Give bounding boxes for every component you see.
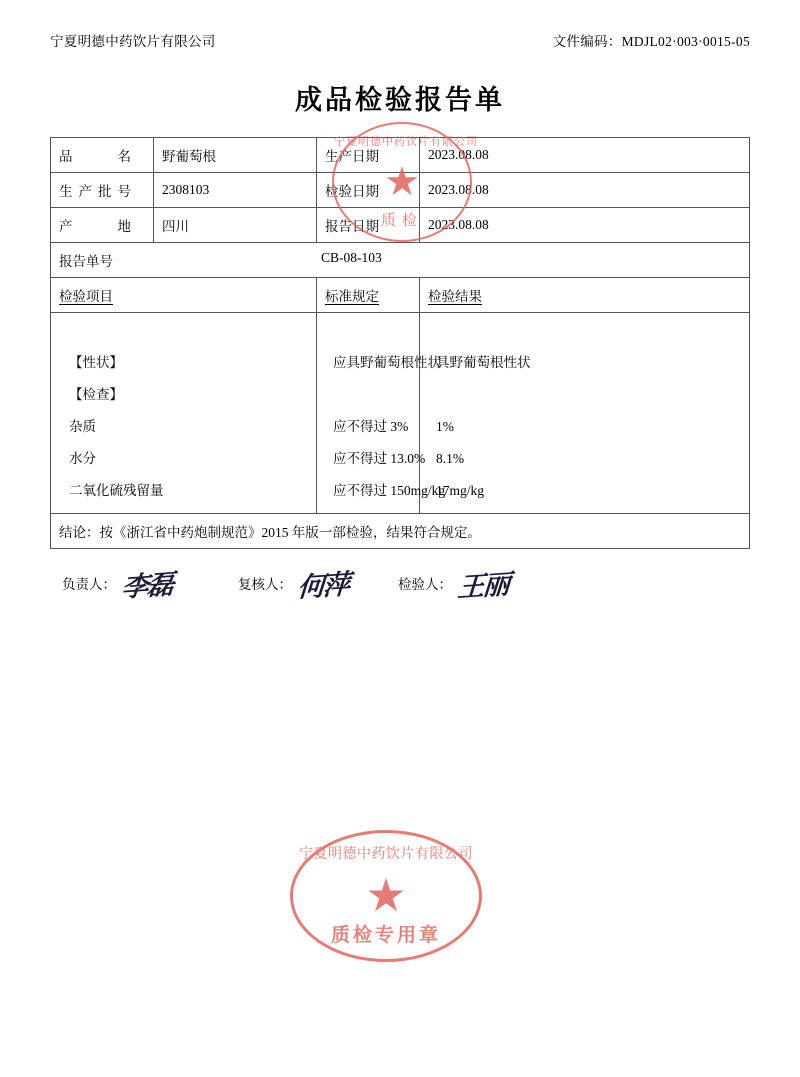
batch-value: 2308103 (154, 173, 317, 208)
seal-bottom-text: 质检专用章 (330, 925, 441, 946)
star-icon: ★ (365, 870, 407, 921)
batch-label: 生产批号 (51, 173, 154, 208)
item-result (428, 379, 741, 411)
document-number-value: MDJL02·003·0015-05 (621, 34, 750, 49)
origin-value: 四川 (154, 208, 317, 243)
column-header-standard: 标准规定 (317, 278, 420, 313)
table-row (51, 173, 750, 208)
report-date-value: 2023.08.08 (420, 208, 750, 243)
signature-inspector (398, 564, 508, 603)
report-number-value: CB-08-103 (321, 250, 382, 265)
table-body-row (51, 313, 750, 514)
table-column-headers (51, 278, 750, 313)
report-table (50, 137, 750, 549)
table-row (51, 514, 750, 549)
page-title: 成品检验报告单 (295, 85, 505, 115)
item-standard: 应不得过 150mg/kg (333, 483, 446, 498)
signature-label: 复核人： (238, 577, 292, 592)
item-name: 二氧化硫残留量 (69, 483, 164, 498)
handwritten-signature: 王丽 (456, 568, 510, 603)
page-header (50, 30, 750, 56)
signature-responsible (62, 564, 172, 603)
signature-row (50, 559, 750, 607)
item-name: 杂质 (69, 419, 96, 434)
column-header-result: 检验结果 (420, 278, 750, 313)
item-result: 1% (436, 419, 454, 434)
item-name: 【检查】 (69, 387, 123, 402)
item-name: 【性状】 (69, 355, 123, 370)
table-row (51, 138, 750, 173)
item-standard (325, 379, 411, 411)
item-name: 水分 (69, 451, 96, 466)
item-result: 8.1% (436, 451, 465, 466)
document-number-label: 文件编码： (552, 34, 622, 49)
report-date-label: 报告日期 (317, 208, 420, 243)
table-row (51, 208, 750, 243)
report-number-row (51, 243, 750, 278)
seal-arc-text: 宁夏明德中药饮片有限公司 (334, 136, 478, 148)
standards-column (317, 313, 446, 514)
document-number (553, 30, 750, 50)
column-header-item: 检验项目 (51, 278, 317, 313)
report-number-label: 报告单号 (59, 254, 113, 269)
signature-reviewer (238, 564, 348, 603)
item-standard: 应不得过 13.0% (333, 451, 426, 466)
product-name-value: 野葡萄根 (154, 138, 317, 173)
table-row (51, 243, 750, 278)
item-result: 具野葡萄根性状 (436, 355, 531, 370)
signature-label: 负责人： (62, 577, 116, 592)
production-date-label: 生产日期 (317, 138, 420, 173)
item-standard: 应不得过 3% (333, 419, 409, 434)
items-column (51, 313, 317, 514)
production-date-value: 2023.08.08 (420, 138, 750, 173)
results-column (420, 313, 750, 514)
seal-arc-text: 宁夏明德中药饮片有限公司 (299, 847, 473, 862)
origin-label: 产 地 (51, 208, 154, 243)
item-standard: 应具野葡萄根性状 (333, 355, 441, 370)
conclusion-row: 结论：按《浙江省中药炮制规范》2015 年版一部检验，结果符合规定。 (51, 514, 750, 549)
signature-label: 检验人： (398, 577, 452, 592)
quality-inspection-seal (290, 830, 482, 962)
handwritten-signature: 李磊 (120, 568, 174, 603)
company-name: 宁夏明德中药饮片有限公司 (50, 34, 216, 49)
product-name-label: 品 名 (51, 138, 154, 173)
star-icon: ★ (384, 159, 420, 204)
handwritten-signature: 何萍 (296, 568, 350, 603)
inspect-date-label: 检验日期 (317, 173, 420, 208)
inspect-date-value: 2023.08.08 (420, 173, 750, 208)
item-result: 17mg/kg (436, 483, 485, 498)
seal-bottom-text: 质检 (380, 213, 423, 229)
